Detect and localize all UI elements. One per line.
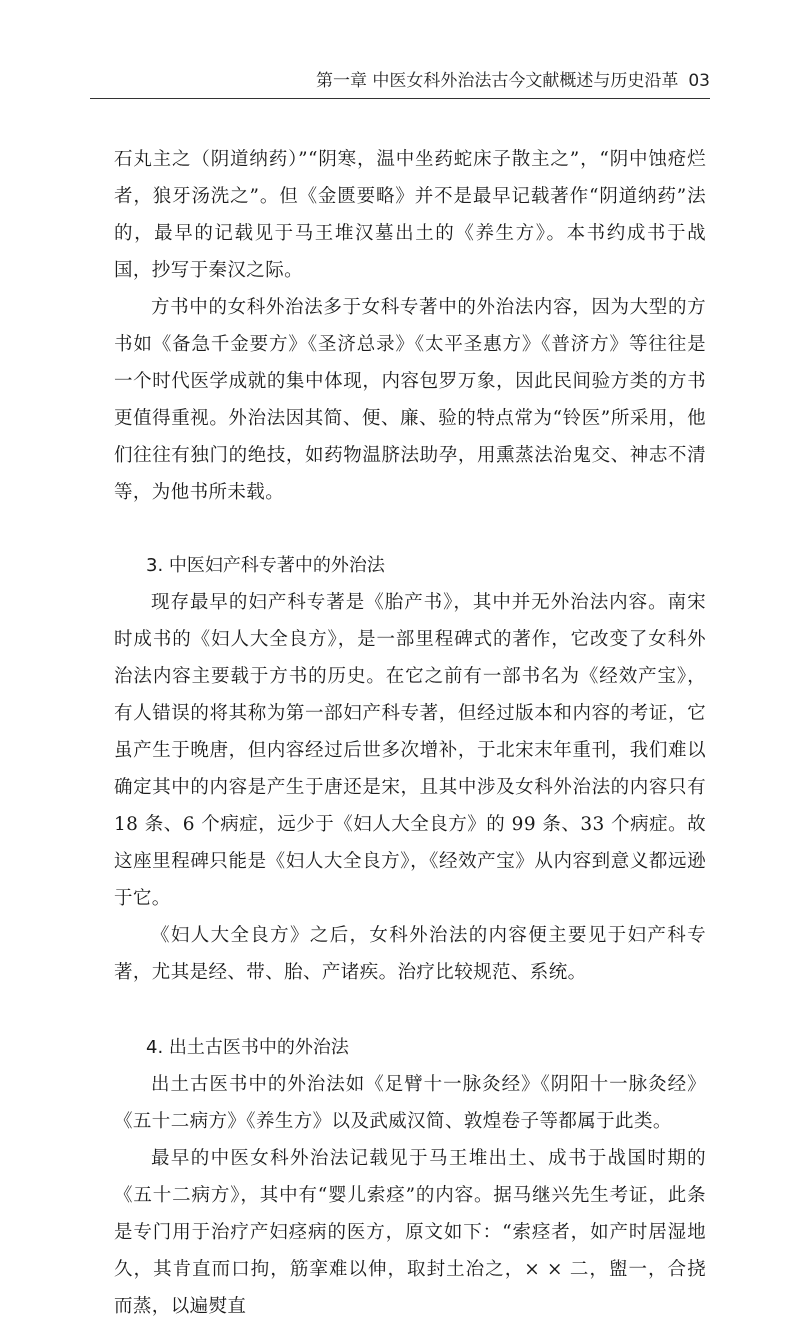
paragraph-3: 现存最早的妇产科专著是《胎产书》，其中并无外治法内容。南宋时成书的《妇人大全良方》，是一部里程碑式的著作，它改变了女科外治法内容主要载于方书的历史。在它之前有一部书名为《经效产宝》，有人错误的将其称为第一部妇产科专著，但经过版本和内容的考证，它虽产生于晚唐，但内容经过后世多次增补，于北宋末年重刊，我们难以确定其中的内容是产生于唐还是宋，且其中涉及女科外治法的内容只有 18 条、6 个病症，远少于《妇人大全良方》的 99 条、33 个病症。故这座里程碑只能是《妇人大全良方》，《经效产宝》从内容到意义都远逊于它。 — [114, 592, 706, 909]
page-body — [114, 141, 706, 1325]
section-heading-4: 4. 出土古医书中的外治法 — [146, 1037, 349, 1058]
header-rule — [90, 98, 710, 99]
paragraph-5: 出土古医书中的外治法如《足臂十一脉灸经》《阴阳十一脉灸经》《五十二病方》《养生方》以及武威汉简、敦煌卷子等都属于此类。 — [114, 1074, 706, 1132]
paragraph-1: 石丸主之（阴道纳药）”“阴寒，温中坐药蛇床子散主之”，“阴中蚀疮烂者，狼牙汤洗之”。但《金匮要略》并不是最早记载著作“阴道纳药”法的，最早的记载见于马王堆汉墓出土的《养生方》。本书约成书于战国，抄写于秦汉之际。 — [114, 149, 706, 281]
page-number: 03 — [688, 71, 710, 91]
paragraph-6: 最早的中医女科外治法记载见于马王堆出土、成书于战国时期的《五十二病方》，其中有“婴儿索痉”的内容。据马继兴先生考证，此条是专门用于治疗产妇痉病的医方，原文如下：“索痉者，如产时居湿地久，其肯直而口拘，筋挛难以伸，取封土冶之，× × 二，盥一，合挠而蒸，以遍熨直 — [114, 1148, 706, 1317]
paragraph-2: 方书中的女科外治法多于女科专著中的外治法内容，因为大型的方书如《备急千金要方》《圣济总录》《太平圣惠方》《普济方》等往往是一个时代医学成就的集中体现，内容包罗万象，因此民间验方类的方书更值得重视。外治法因其简、便、廉、验的特点常为“铃医”所采用，他们往往有独门的绝技，如药物温脐法助孕，用熏蒸法治鬼交、神志不清等，为他书所未载。 — [114, 297, 706, 503]
paragraph-4: 《妇人大全良方》之后，女科外治法的内容便主要见于妇产科专著，尤其是经、带、胎、产诸疾。治疗比较规范、系统。 — [114, 925, 706, 983]
section-heading-3: 3. 中医妇产科专著中的外治法 — [146, 555, 385, 576]
running-header — [90, 66, 710, 91]
chapter-title: 第一章 中医女科外治法古今文献概述与历史沿革 — [315, 71, 679, 91]
